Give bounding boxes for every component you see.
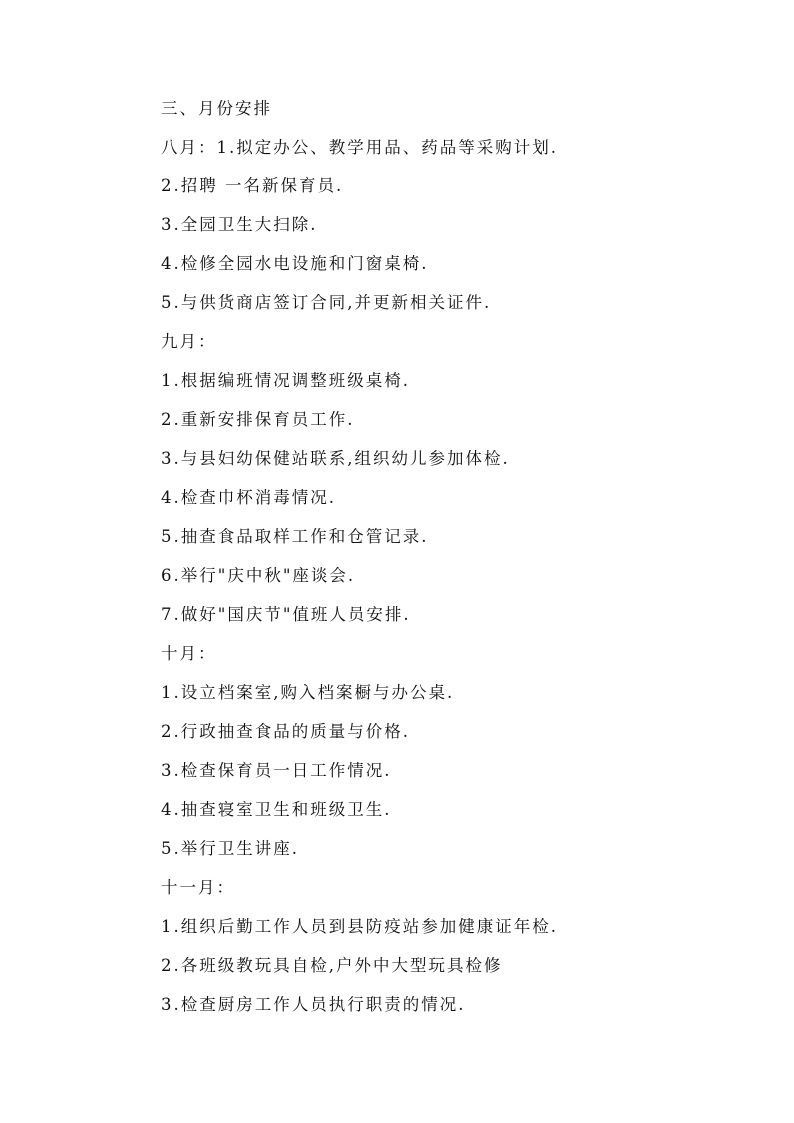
list-item: 6.举行"庆中秋"座谈会.	[161, 566, 356, 585]
section-title: 三、月份安排	[161, 99, 272, 118]
list-item: 1.组织后勤工作人员到县防疫站参加健康证年检.	[161, 917, 558, 936]
month-october-heading: 十月：	[161, 644, 217, 663]
list-item: 2.重新安排保育员工作.	[161, 410, 355, 429]
list-item: 5.与供货商店签订合同,并更新相关证件.	[161, 293, 492, 312]
list-item: 5.举行卫生讲座.	[161, 839, 299, 858]
list-item: 3.全园卫生大扫除.	[161, 215, 318, 234]
list-item: 3.与县妇幼保健站联系,组织幼儿参加体检.	[161, 449, 510, 468]
list-item: 2.招聘 一名新保育员.	[161, 176, 344, 195]
list-item: 3.检查厨房工作人员执行职责的情况.	[161, 995, 466, 1014]
list-item: 1.根据编班情况调整班级桌椅.	[161, 371, 410, 390]
list-item: 2.各班级教玩具自检,户外中大型玩具检修	[161, 956, 503, 975]
list-item: 4.检修全园水电设施和门窗桌椅.	[161, 254, 429, 273]
list-item: 5.抽查食品取样工作和仓管记录.	[161, 527, 429, 546]
list-item: 1.设立档案室,购入档案橱与办公桌.	[161, 683, 455, 702]
list-item: 3.检查保育员一日工作情况.	[161, 761, 392, 780]
list-item: 4.抽查寝室卫生和班级卫生.	[161, 800, 392, 819]
list-item: 7.做好"国庆节"值班人员安排.	[161, 605, 411, 624]
list-item: 2.行政抽查食品的质量与价格.	[161, 722, 410, 741]
list-item: 4.检查巾杯消毒情况.	[161, 488, 336, 507]
month-september-heading: 九月：	[161, 332, 217, 351]
month-november-heading: 十一月：	[161, 878, 235, 897]
month-august-heading: 八月：1.拟定办公、教学用品、药品等采购计划.	[161, 138, 558, 157]
